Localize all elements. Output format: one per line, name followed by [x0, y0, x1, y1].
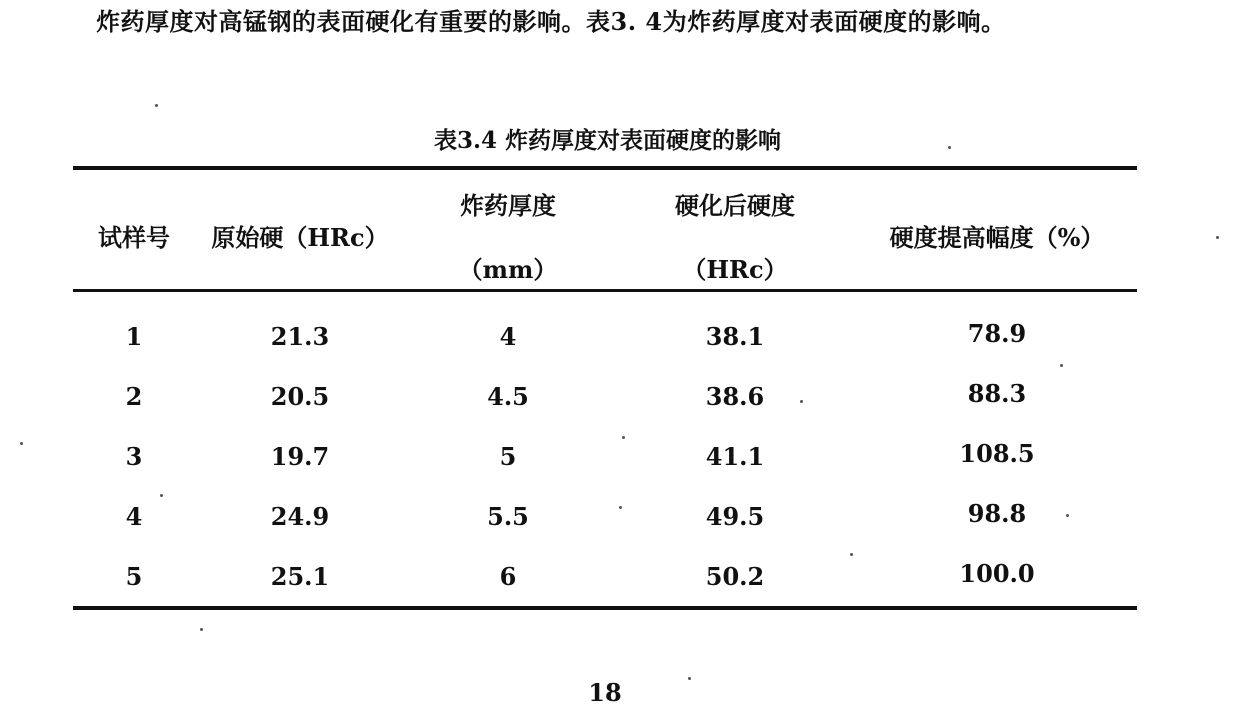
header-hardened-line2: （HRc）: [682, 255, 788, 284]
row1-thickness: 4: [499, 322, 517, 351]
row1-no: 1: [125, 322, 143, 351]
header-original-hardness: 原始硬（HRc）: [211, 223, 389, 252]
scan-speck: [200, 628, 203, 631]
row5-original: 25.1: [270, 562, 330, 591]
row4-hardened: 49.5: [705, 502, 765, 531]
row4-no: 4: [125, 502, 143, 531]
scan-speck: [20, 442, 23, 445]
scan-speck: [948, 146, 951, 149]
header-sample-no: 试样号: [98, 223, 170, 252]
scan-speck: [155, 104, 158, 107]
header-hardened-line1: 硬化后硬度: [675, 191, 795, 220]
row3-thickness: 5: [499, 442, 517, 471]
intro-paragraph: 炸药厚度对高锰钢的表面硬化有重要的影响。表3. 4为炸药厚度对表面硬度的影响。: [96, 7, 1006, 36]
header-charge-thickness-line1: 炸药厚度: [460, 191, 556, 220]
row4-original: 24.9: [270, 502, 330, 531]
row2-no: 2: [125, 382, 143, 411]
scan-speck: [1060, 364, 1063, 367]
table-caption: [0, 122, 1255, 155]
table-top-rule: [73, 166, 1137, 170]
row5-no: 5: [125, 562, 143, 591]
row4-increase: 98.8: [967, 499, 1027, 528]
scan-speck: [622, 436, 625, 439]
row5-hardened: 50.2: [705, 562, 765, 591]
row5-increase: 100.0: [959, 559, 1035, 588]
page-number-text: 18: [588, 678, 622, 707]
table-caption-text: 表3.4 炸药厚度对表面硬度的影响: [433, 127, 782, 154]
scan-speck: [850, 553, 853, 556]
scan-speck: [160, 494, 163, 497]
table-bottom-rule: [73, 606, 1137, 610]
page-number: [0, 678, 1255, 707]
row5-thickness: 6: [499, 562, 517, 591]
row3-increase: 108.5: [959, 439, 1035, 468]
row4-thickness: 5.5: [487, 502, 529, 531]
header-increase: 硬度提高幅度（%）: [889, 223, 1105, 252]
scan-speck: [800, 400, 803, 403]
row2-increase: 88.3: [967, 379, 1027, 408]
row2-thickness: 4.5: [487, 382, 529, 411]
row1-increase: 78.9: [967, 319, 1027, 348]
row2-original: 20.5: [270, 382, 330, 411]
scan-speck: [1066, 514, 1069, 517]
row1-original: 21.3: [270, 322, 330, 351]
scan-speck: [688, 677, 691, 680]
row3-no: 3: [125, 442, 143, 471]
table-header-rule: [73, 289, 1137, 292]
header-charge-thickness-line2: （mm）: [458, 255, 558, 284]
row1-hardened: 38.1: [705, 322, 765, 351]
row2-hardened: 38.6: [705, 382, 765, 411]
row3-hardened: 41.1: [705, 442, 765, 471]
scan-speck: [1216, 236, 1219, 239]
row3-original: 19.7: [270, 442, 330, 471]
scan-speck: [619, 506, 622, 509]
